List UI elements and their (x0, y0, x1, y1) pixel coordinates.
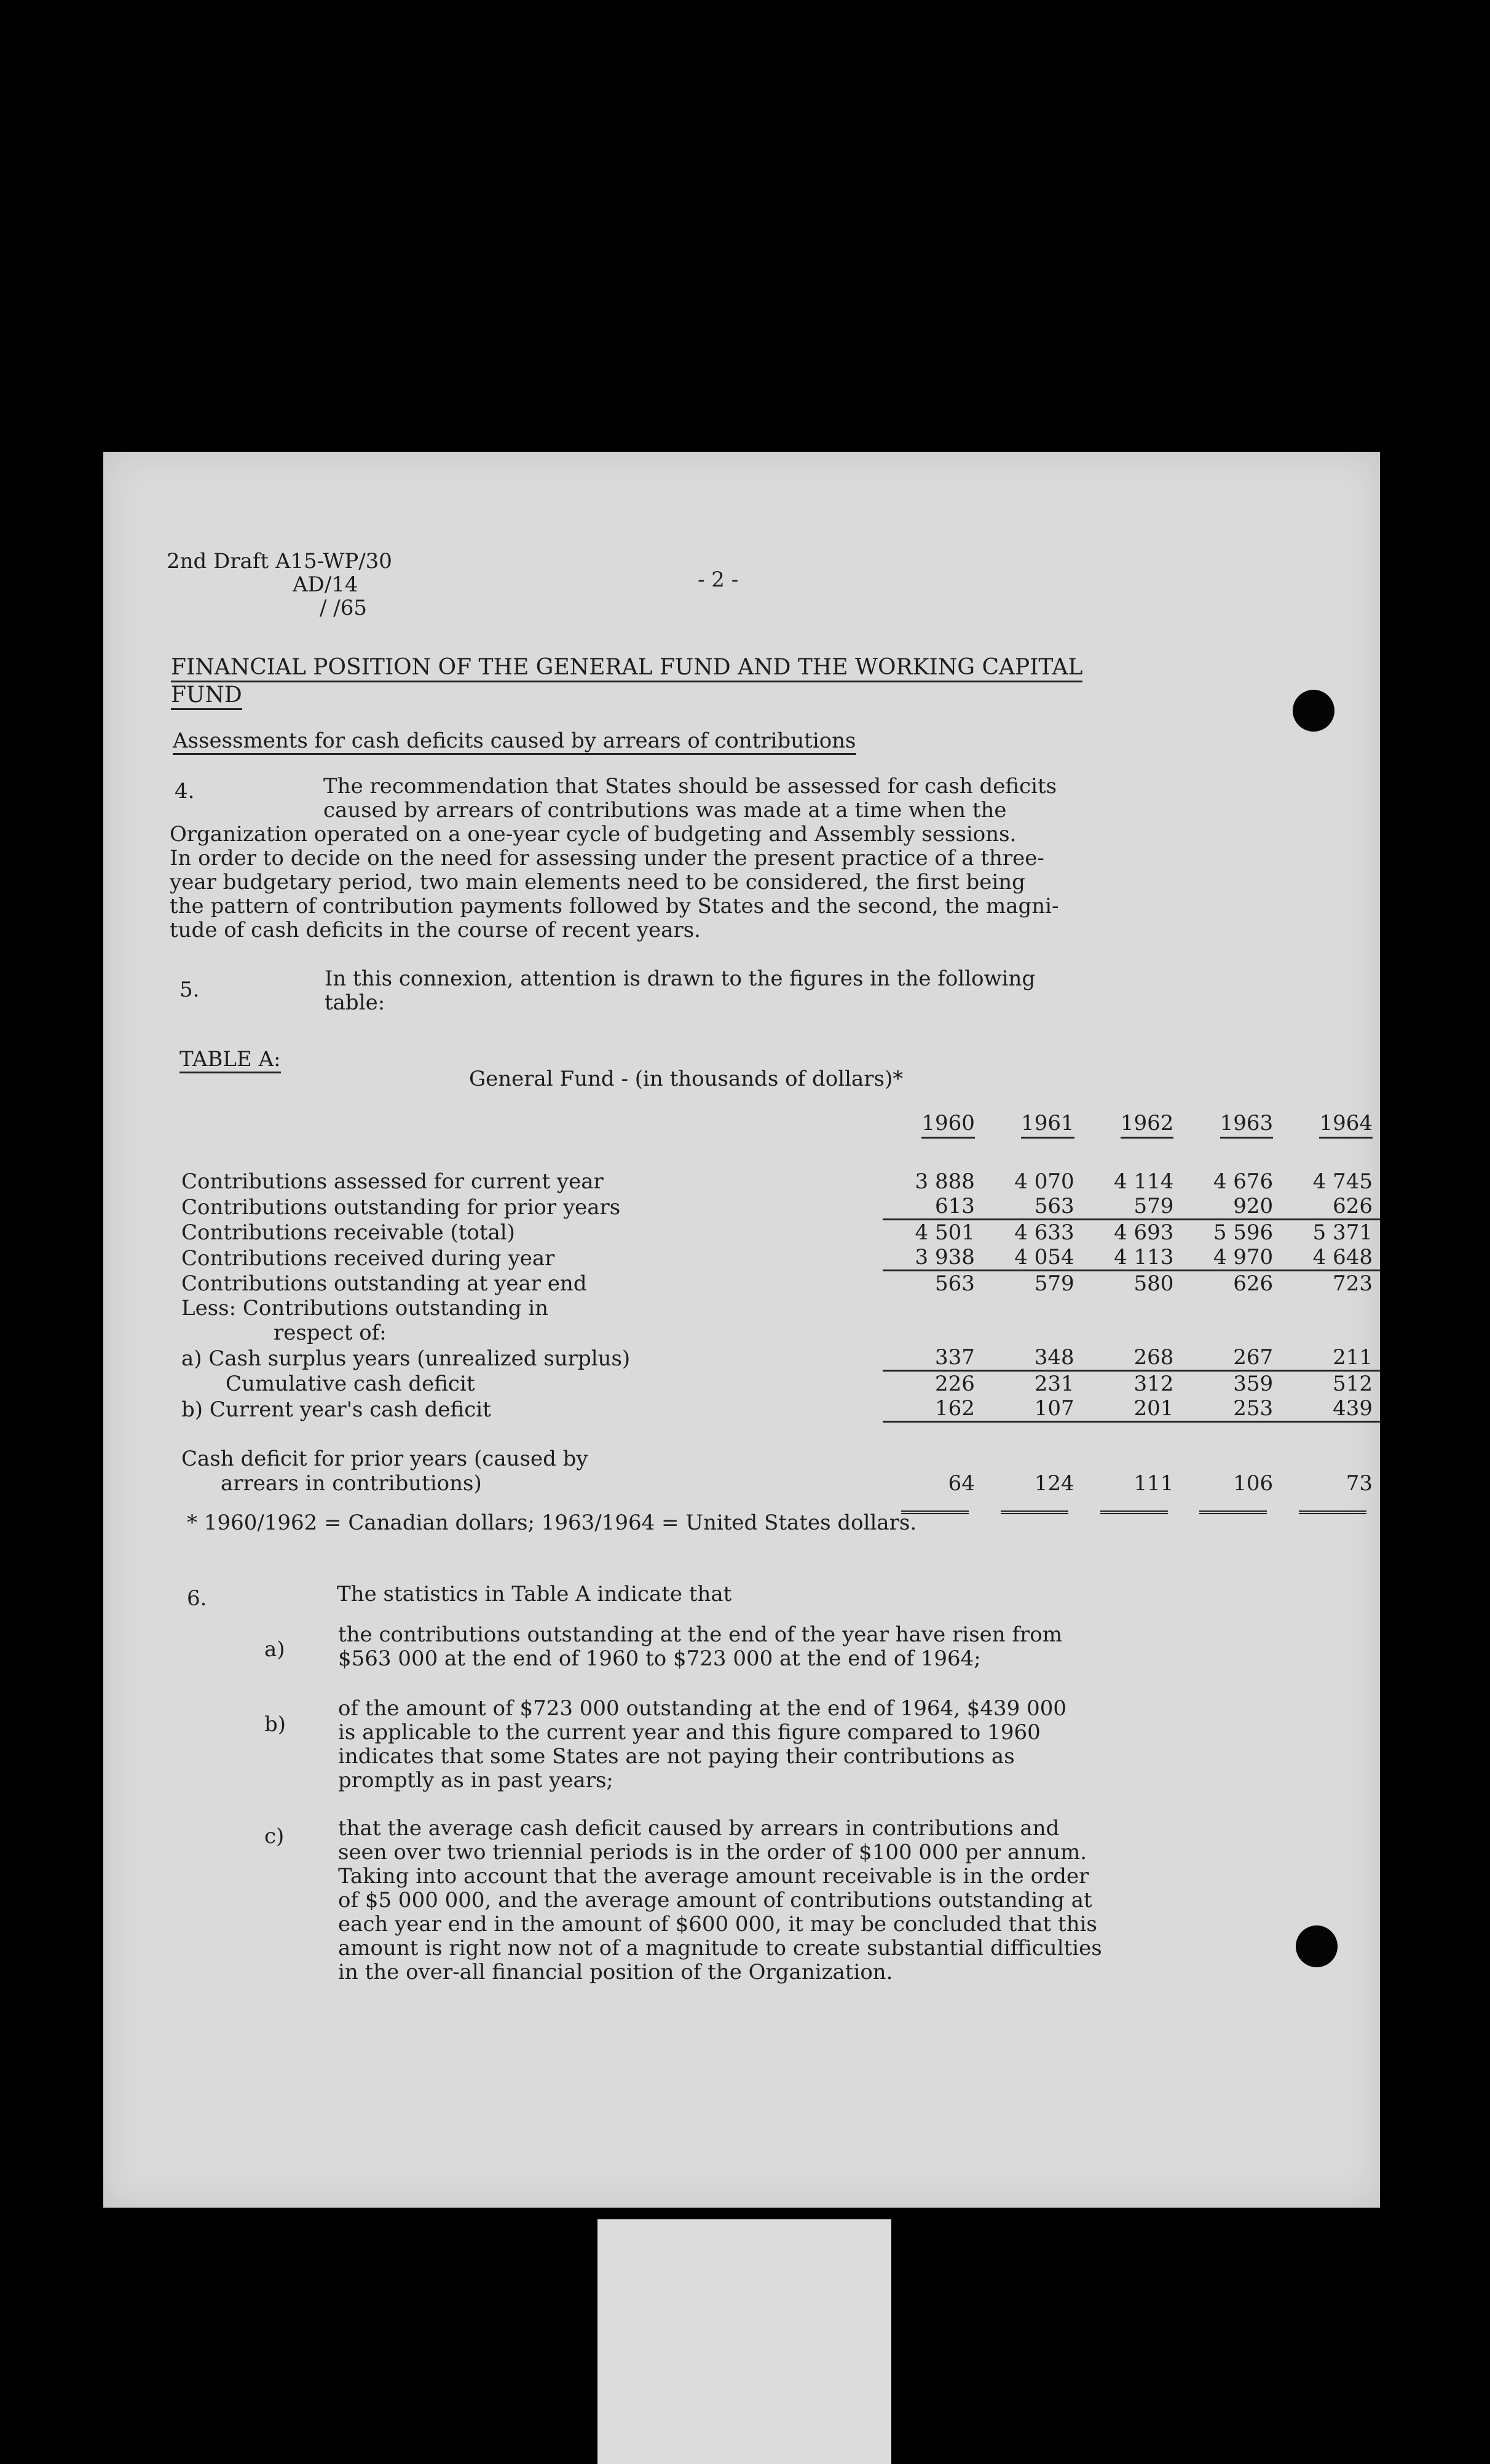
cell-value: 226 (883, 1371, 982, 1397)
table-row (181, 1271, 1380, 1297)
year-header (982, 1111, 1082, 1139)
section-heading-line-2: FUND (171, 682, 242, 710)
cell-value: 4 501 (883, 1220, 982, 1246)
para-5-line: In this connexion, attention is drawn to the figures in the following (325, 966, 1036, 991)
year-header (1181, 1111, 1280, 1139)
doc-ref-line-1: 2nd Draft A15-WP/30 (167, 549, 392, 574)
section-heading (171, 655, 1082, 710)
doc-ref-line-3: / /65 (320, 596, 367, 620)
table-row (181, 1296, 1380, 1321)
year-label: 1962 (1121, 1111, 1174, 1139)
table-row (181, 1321, 1380, 1345)
cell-value: 64 (948, 1471, 975, 1496)
cell-value: 4 114 (1114, 1169, 1174, 1194)
cell-value: 111 (1133, 1471, 1174, 1496)
subheading: Assessments for cash deficits caused by arrears of contributions (173, 729, 856, 755)
cell-value: 4 070 (1014, 1169, 1074, 1194)
cell-value: 3 888 (915, 1169, 975, 1194)
film-strip-card (597, 2219, 891, 2464)
para-4-line: The recommendation that States should be assessed for cash deficits (323, 774, 1057, 799)
row-label: Contributions assessed for current year (181, 1169, 604, 1194)
doc-ref-line-2: AD/14 (293, 572, 358, 597)
cell-value: 4 054 (1014, 1245, 1074, 1270)
document-page (103, 452, 1380, 2208)
item-line: of the amount of $723 000 outstanding at the end of 1964, $439 000 (338, 1696, 1066, 1721)
cell-value: 201 (1082, 1396, 1181, 1422)
cell-value: 348 (1034, 1345, 1074, 1370)
table-footnote: * 1960/1962 = Canadian dollars; 1963/1964 = United States dollars. (187, 1510, 917, 1535)
cell-value: 267 (1233, 1345, 1274, 1370)
cell-value: 4 633 (982, 1220, 1082, 1246)
cell-value: 4 745 (1312, 1169, 1373, 1194)
item-line: each year end in the amount of $600 000, it may be concluded that this (338, 1912, 1097, 1937)
item-letter-c: c) (264, 1824, 285, 1849)
cell-value: 124 (1034, 1471, 1074, 1496)
table-row (181, 1220, 1380, 1246)
para-5 (325, 967, 1035, 1015)
table-row (181, 1245, 1380, 1271)
cell-value: 563 (883, 1271, 982, 1297)
para-4-number: 4. (175, 779, 195, 804)
double-rule (1299, 1504, 1366, 1514)
cell-value: 268 (1133, 1345, 1174, 1370)
para-6-number: 6. (187, 1586, 207, 1611)
para-5-number: 5. (179, 977, 200, 1002)
cell-value: 579 (982, 1271, 1082, 1297)
item-line: promptly as in past years; (338, 1768, 613, 1793)
para-4-line: In order to decide on the need for assessing under the present practice of a three- (170, 846, 1044, 871)
cell-value: 723 (1280, 1271, 1380, 1297)
cell-value: 231 (982, 1371, 1082, 1397)
row-label: Cash deficit for prior years (caused by (181, 1447, 588, 1471)
para-4 (170, 775, 1059, 942)
double-rule (1199, 1504, 1267, 1514)
cell-value: 253 (1181, 1396, 1280, 1422)
table-row (181, 1396, 1380, 1422)
item-line: in the over-all financial position of the Organization. (338, 1960, 893, 1984)
year-header (1280, 1111, 1380, 1139)
row-label: Contributions outstanding at year end (181, 1271, 587, 1296)
cell-value: 580 (1082, 1271, 1181, 1297)
para-5-line: table: (325, 990, 385, 1015)
cell-value: 359 (1181, 1371, 1280, 1397)
cell-value: 5 371 (1280, 1220, 1380, 1246)
item-line: that the average cash deficit caused by arrears in contributions and (338, 1816, 1060, 1841)
table-row (181, 1194, 1380, 1220)
section-heading-line-1: FINANCIAL POSITION OF THE GENERAL FUND AND THE WORKING CAPITAL (171, 655, 1082, 682)
para-6-item-b (338, 1697, 1066, 1793)
para-4-line: caused by arrears of contributions was made at a time when the (323, 798, 1007, 823)
cell-value: 439 (1280, 1396, 1380, 1422)
item-letter-a: a) (264, 1637, 285, 1662)
cell-value: 4 676 (1213, 1169, 1274, 1194)
cell-value: 73 (1346, 1471, 1373, 1496)
item-line: indicates that some States are not paying their contributions as (338, 1744, 1015, 1769)
item-line: amount is right now not of a magnitude to create substantial difficulties (338, 1936, 1102, 1961)
item-line: the contributions outstanding at the end of the year have risen from (338, 1622, 1063, 1647)
year-label: 1964 (1319, 1111, 1373, 1139)
item-line: $563 000 at the end of 1960 to $723 000 at the end of 1964; (338, 1646, 981, 1671)
item-line: is applicable to the current year and this figure compared to 1960 (338, 1720, 1041, 1745)
table-row (181, 1471, 1380, 1496)
table-row (181, 1169, 1380, 1194)
item-line: of $5 000 000, and the average amount of contributions outstanding at (338, 1888, 1092, 1913)
para-6-item-a (338, 1623, 1062, 1671)
para-4-line: tude of cash deficits in the course of recent years. (170, 918, 701, 942)
table-label: TABLE A: (179, 1047, 281, 1073)
table-row (181, 1447, 1380, 1471)
item-letter-b: b) (264, 1712, 286, 1737)
year-label: 1960 (921, 1111, 975, 1139)
cell-value: 4 113 (1114, 1245, 1174, 1270)
row-label: Contributions receivable (total) (181, 1220, 515, 1245)
cell-value: 337 (934, 1345, 975, 1370)
table-header-row (181, 1111, 1380, 1139)
cell-value: 512 (1280, 1371, 1380, 1397)
row-label: respect of: (274, 1321, 387, 1345)
table-title: General Fund - (in thousands of dollars)* (469, 1067, 904, 1091)
cell-value: 613 (934, 1194, 975, 1218)
double-rule (1100, 1504, 1168, 1514)
punch-hole (1293, 690, 1334, 732)
para-6-intro: The statistics in Table A indicate that (337, 1582, 732, 1606)
cell-value: 5 596 (1181, 1220, 1280, 1246)
cell-value: 4 970 (1213, 1245, 1274, 1270)
table-row (181, 1371, 1380, 1397)
row-label: arrears in contributions) (221, 1471, 482, 1496)
cell-value: 162 (883, 1396, 982, 1422)
row-label: a) Cash surplus years (unrealized surplus) (181, 1346, 631, 1371)
cell-value: 312 (1082, 1371, 1181, 1397)
cell-value: 3 938 (915, 1245, 975, 1270)
page-number: - 2 - (698, 567, 739, 592)
cell-value: 626 (1181, 1271, 1280, 1297)
cell-value: 107 (982, 1396, 1082, 1422)
cell-value: 920 (1233, 1194, 1274, 1218)
year-header (883, 1111, 982, 1139)
para-4-line: Organization operated on a one-year cycle of budgeting and Assembly sessions. (170, 822, 1017, 847)
item-line: seen over two triennial periods is in the order of $100 000 per annum. (338, 1840, 1087, 1865)
row-label: Contributions received during year (181, 1246, 555, 1271)
punch-hole (1296, 1925, 1338, 1967)
para-6-item-c (338, 1817, 1102, 1984)
cell-value: 626 (1333, 1194, 1373, 1218)
item-line: Taking into account that the average amount receivable is in the order (338, 1864, 1089, 1889)
general-fund-table (181, 1111, 1380, 1514)
cell-value: 106 (1233, 1471, 1274, 1496)
table-row (181, 1345, 1380, 1371)
year-header (1082, 1111, 1181, 1139)
cell-value: 211 (1333, 1345, 1373, 1370)
year-label: 1961 (1021, 1111, 1074, 1139)
cell-value: 4 693 (1082, 1220, 1181, 1246)
row-label: b) Current year's cash deficit (181, 1397, 491, 1422)
row-label: Less: Contributions outstanding in (181, 1296, 549, 1321)
cell-value: 579 (1133, 1194, 1174, 1218)
row-label: Cumulative cash deficit (226, 1372, 475, 1396)
year-label: 1963 (1220, 1111, 1274, 1139)
cell-value: 563 (1034, 1194, 1074, 1218)
row-label: Contributions outstanding for prior years (181, 1194, 621, 1220)
para-4-line: year budgetary period, two main elements need to be considered, the first being (170, 870, 1025, 894)
cell-value: 4 648 (1312, 1245, 1373, 1270)
double-rule (1001, 1504, 1068, 1514)
para-4-line: the pattern of contribution payments followed by States and the second, the magni- (170, 894, 1059, 918)
